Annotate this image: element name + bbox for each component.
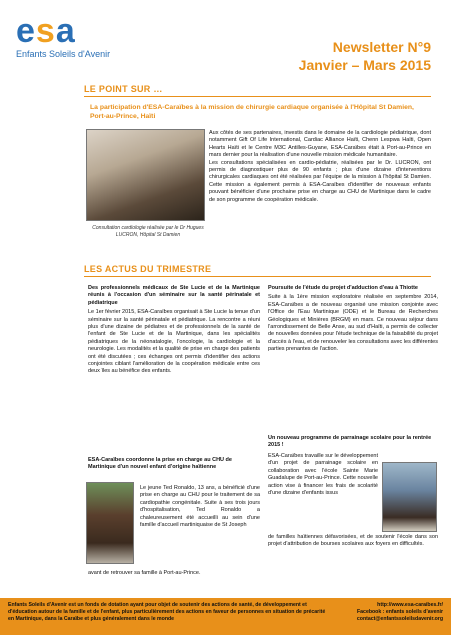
logo-letter-s: s [35,12,56,50]
article-title: Poursuite de l'étude du projet d'adduction d'eau à Thiotte [268,285,418,291]
intro-text [209,130,431,204]
esa-logo [16,12,126,76]
article-body-tail: avant de retrouver sa famille à Port-au-Prince. [88,570,201,576]
article-body-tail: de familles haïtiennes défavorisées, et de soutenir l'école dans son projet d'attribution de bourses scolaires aux foyers en difficultés. [268,534,438,548]
article-seminaire [88,285,260,376]
section-heading-actus: LES ACTUS DU TRIMESTRE [84,264,212,274]
website-link[interactable]: http://www.esa-caraibes.fr/ [377,602,443,608]
logo-wordmark [16,12,126,51]
article-title: Un nouveau programme de parrainage scolaire pour la rentrée 2015 ! [268,435,432,449]
article-body: Le 1er février 2015, ESA-Caraïbes organisait à Ste Lucie la tenue d'un séminaire sur la santé périnatale et pédiatrique. La rencontre a réuni plus d'une dizaine de pédiatres et de professionnels de la santé de l'enfant de Ste Lucie et de la Martinique, dans les spécialités pédiatriques de la néonatalogie, l'oncologie, la cardiologie et la neurologie. Les modalités et la qualité de prise en charge des patients ont été discutées ; ces échanges ont permis d'identifier des actions conjointes ciblant l'amélioration de la coopération médicale entre ces deux îles au bénéfice des enfants. [88,309,260,375]
email-link[interactable]: contact@enfantssoleilsdavenir.org [356,616,443,622]
footer-contact [357,602,443,623]
intro-paragraph-1: Aux côtés de ses partenaires, investis dans le domaine de la cardiologie pédiatrique, dont notamment Gift Of Life International, Cardiac Alliance Haïti, Chenn Lespwa Haïti, Open Hearts Haïti et le Centre M3C Antilles-Guyane, ESA-Caraïbes était à Port-au-Prince en mars dernier pour la réalisation d'une nouvelle mission médicale humanitaire. [209,130,431,159]
section-rule [84,96,431,97]
photo-caption: Consultation cardiologie réalisée par le Dr Hugues LUCRON, Hôpital St Damien [92,225,204,238]
newsletter-period: Janvier – Mars 2015 [298,57,431,73]
newsletter-number: Newsletter N°9 [332,39,431,55]
intro-paragraph-2: Les consultations spécialisées en cardio-pédiatrie, réalisées par le Dr. LUCRON, ont permis de diagnostiquer plus de 90 enfants ; plus d'une dizaine d'interventions chirurgicales cardiaques ont été réalisées par l'équipe de la mission à l'hôpital St Damien. Cette mission a également permis à ESA-Caraïbes d'identifier de nouveaux enfants pouvant bénéficier d'une prochaine prise en charge au CHU de Martinique dans le cadre de son programme de coopération médicale. [209,159,431,203]
section-heading-point-sur: LE POINT SUR … [84,84,163,94]
article-title: Des professionnels médicaux de Ste Lucie et de la Martinique réunis à l'occasion d'un séminaire sur la santé périnatale et pédiatrique [88,285,260,306]
article-chu-title-block [88,457,260,474]
logo-tagline: Enfants Soleils d'Avenir [16,49,111,59]
article-body: ESA-Caraïbes travaille sur le développement d'un projet de parrainage scolaire en collaboration avec l'école Sainte Marie Guadalupe de Port-au-Prince. Cette nouvelle action vise à financer les frais de scolarité d'une dizaine d'enfants issus [268,453,378,497]
article-body: Le jeune Ted Ronaldo, 13 ans, a bénéficié d'une prise en charge au CHU pour le traitement de sa cardiopathie congénitale. Suite à ses trois jours d'hospitalisation, Ted Ronaldo a chaleureusement été accueilli au sein d'une famille d'accueil martiniquaise de St Joseph [140,485,260,529]
article-title: ESA-Caraïbes coordonne la prise en charge au CHU de Martinique d'un nouvel enfant d'origine haïtienne [88,457,232,471]
facebook-link[interactable]: Facebook : enfants soleils d'avenir [357,609,443,615]
article-eau-thiotte [268,285,438,354]
newsletter-title [299,38,431,74]
logo-letter-e: e [16,12,36,50]
logo-letter-a: a [55,12,76,50]
classroom-photo [382,462,437,532]
consultation-photo [86,129,205,221]
footer-band [0,598,451,635]
section-rule [84,276,431,277]
article-parrainage-title-block [268,435,438,452]
article-body: Suite à la 1ère mission exploratoire réalisée en septembre 2014, ESA-Caraïbes a de nouveau organisé une mission conjointe avec l'Office de l'Eau Martinique (ODE) et le Bureau de Recherches Géologiques et Minières (BRGM) en mars. Ce nouveau séjour dans l'arrondissement de Belle Anse, au sud d'Haïti, a permis de collecter de nouvelles données pour l'étude technique de la faisabilité du projet d'accès à l'eau, et de renouveler les consultations avec les différentes parties prenantes de l'action. [268,294,438,353]
child-portrait-photo [86,482,134,564]
article-subtitle: La participation d'ESA-Caraïbes à la mission de chirurgie cardiaque organisée à l'Hôpital St Damien, Port-au-Prince, Haïti [90,104,414,120]
footer-mission-statement: Enfants Soleils d'Avenir est un fonds de dotation ayant pour objet de soutenir des actions de santé, de développement et d'éducation autour de la famille et de l'enfant, plus particulièrement des actions en faveur de personnes en situation de précarité en Martinique, dans la Caraïbe et plus généralement dans le monde [8,602,326,622]
